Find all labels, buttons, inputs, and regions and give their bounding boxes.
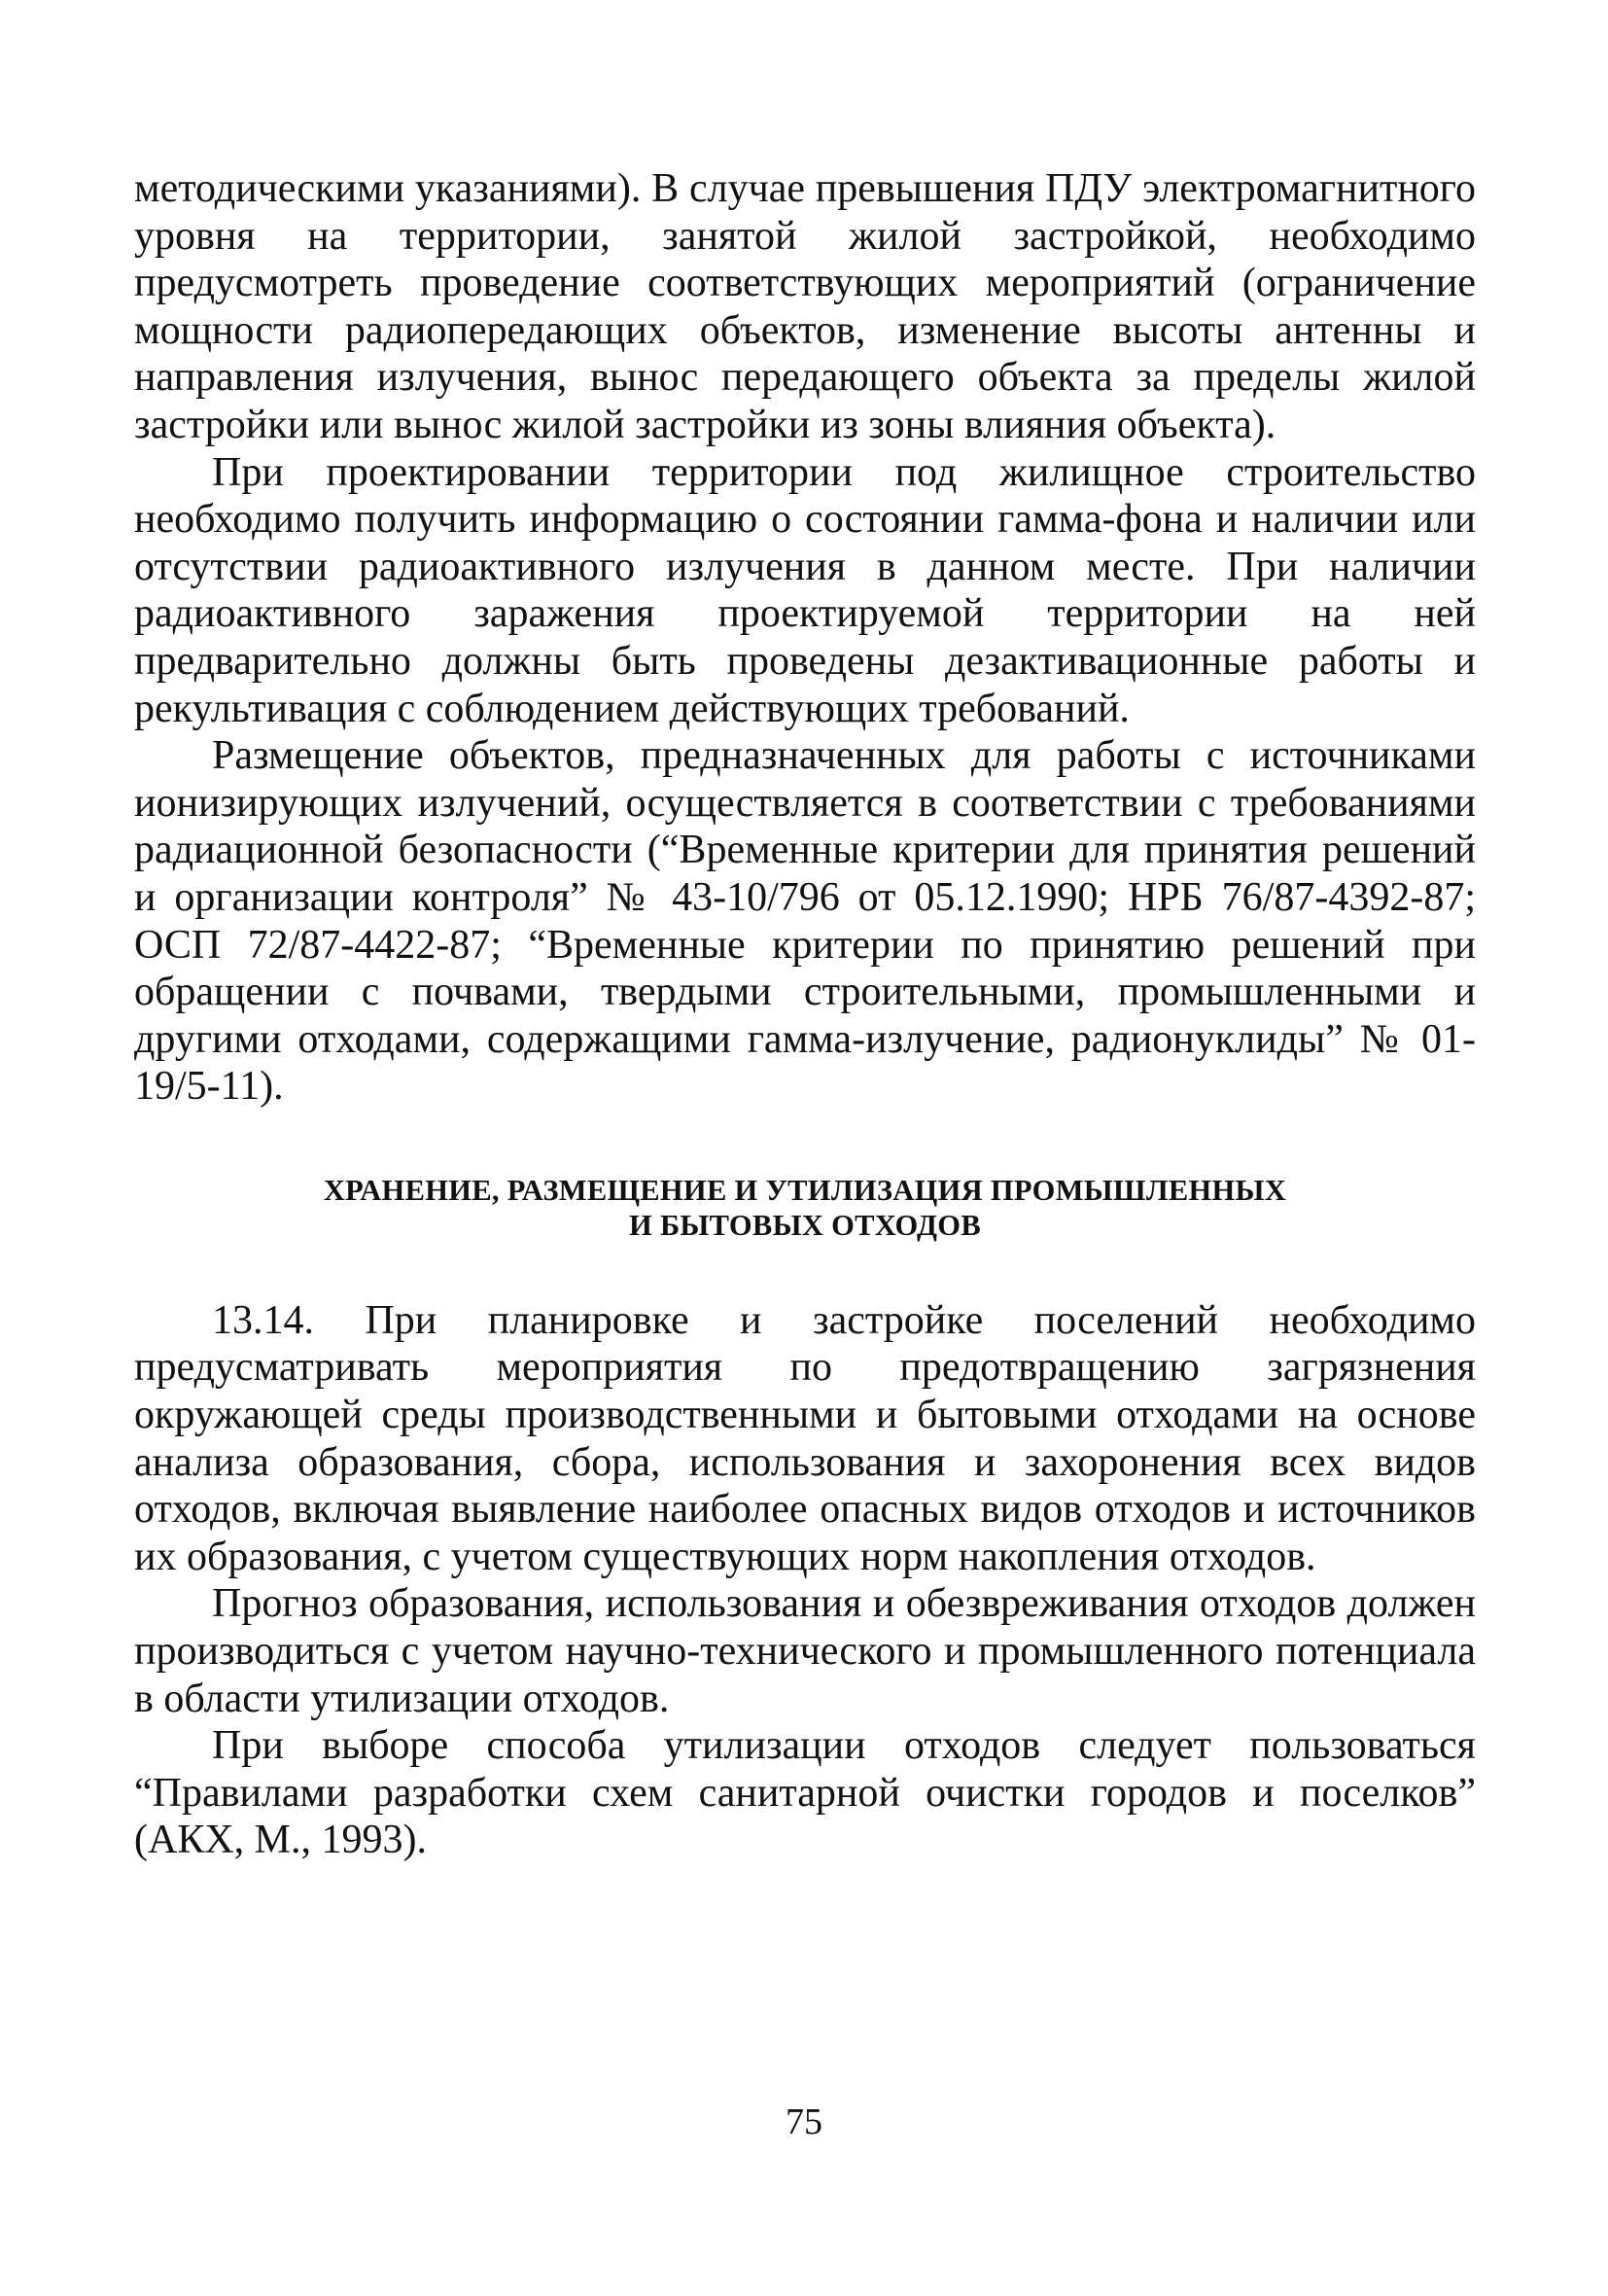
section-heading-line-1: ХРАНЕНИЕ, РАЗМЕЩЕНИЕ И УТИЛИЗАЦИЯ ПРОМЫШЛЕННЫХ xyxy=(323,1173,1287,1207)
page-number: 75 xyxy=(786,2102,822,2142)
paragraph-continuation: методическими указаниями). В случае превышения ПДУ электромагнитного уровня на территории, занятой жилой застройкой, необходимо предусмотреть проведение соответствующих мероприятий (ограничение мощности радиопередающих объектов, изменение высоты антенны и направления излучения, вынос передающего объекта за пределы жилой застройки или вынос жилой застройки из зоны влияния объекта). xyxy=(134,166,1476,447)
section-heading-line-2: И БЫТОВЫХ ОТХОДОВ xyxy=(629,1208,981,1242)
section-heading xyxy=(134,1173,1476,1243)
paragraph-13-14: 13.14. При планировке и застройке поселений необходимо предусматривать мероприятия по предотвращению загрязнения окружающей среды производственными и бытовыми отходами на основе анализа образования, сбора, использования и захоронения всех видов отходов, включая выявление наиболее опасных видов отходов и источников их образования, с учетом существующих норм накопления отходов. xyxy=(134,1297,1476,1579)
paragraph-ionizing-radiation: Размещение объектов, предназначенных для работы с источниками ионизирующих излучений, осуществляется в соответствии с требованиями радиационной безопасности (“Временные критерии для принятия решений и организации контроля” № 43-10/796 от 05.12.1990; НРБ 76/87-4392-87; ОСП 72/87-4422-87; “Временные критерии по принятию решений при обращении с почвами, твердыми строительными, промышленными и другими отходами, содержащими гамма-излучение, радионуклиды” № 01-19/5-11). xyxy=(134,733,1476,1110)
paragraph-disposal-method: При выборе способа утилизации отходов следует пользоваться “Правилами разработки схем санитарной очистки городов и поселков” (АКХ, М., 1993). xyxy=(134,1723,1476,1863)
paragraph-forecast: Прогноз образования, использования и обезвреживания отходов должен производиться с учетом научно-технического и промышленного потенциала в области утилизации отходов. xyxy=(134,1581,1476,1721)
paragraph-gamma-background: При проектировании территории под жилищное строительство необходимо получить информацию о состоянии гамма-фона и наличии или отсутствии радиоактивного излучения в данном месте. При наличии радиоактивного заражения проектируемой территории на ней предварительно должны быть проведены дезактивационные работы и рекультивация с соблюдением действующих требований. xyxy=(134,449,1476,731)
document-page xyxy=(134,165,1476,1864)
